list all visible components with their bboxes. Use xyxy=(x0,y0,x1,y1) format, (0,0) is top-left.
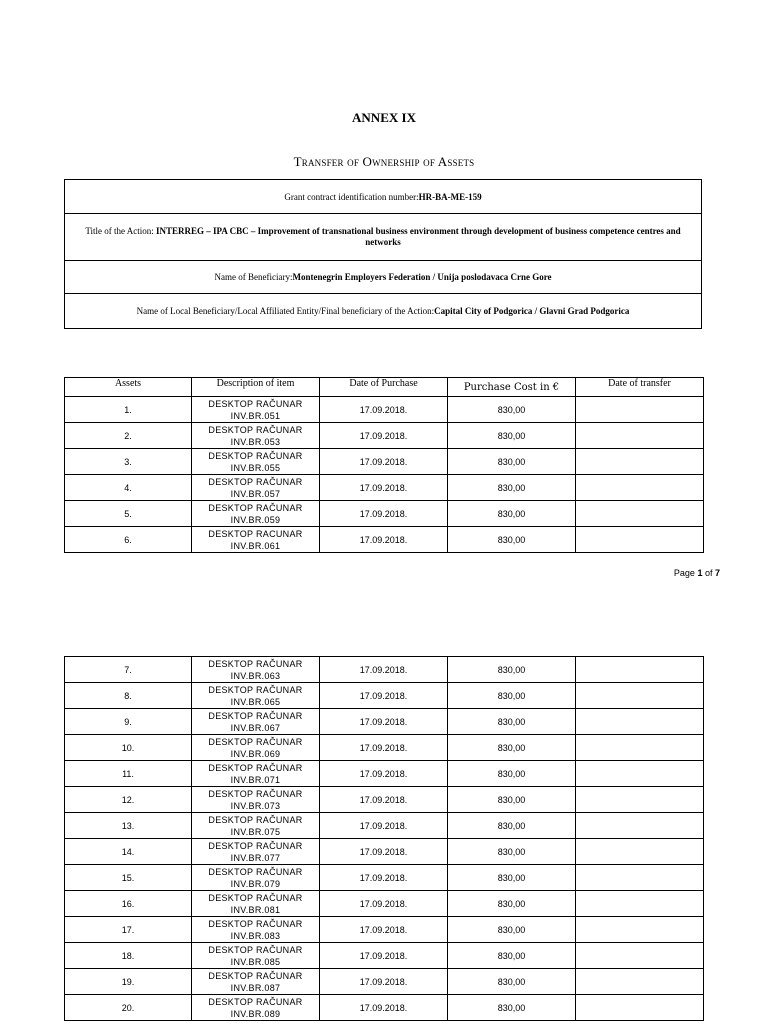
item-description-name: DESKTOP RAČUNAR xyxy=(208,814,303,825)
purchase-cost: 830,00 xyxy=(448,813,576,839)
table-row xyxy=(65,449,704,475)
transfer-date xyxy=(576,735,704,761)
purchase-date: 17.09.2018. xyxy=(320,995,448,1021)
asset-number: 7. xyxy=(65,657,192,683)
transfer-date xyxy=(576,813,704,839)
page-word: Page xyxy=(673,568,698,578)
purchase-date: 17.09.2018. xyxy=(320,839,448,865)
header-date-of-purchase: Date of Purchase xyxy=(320,378,448,397)
purchase-cost: 830,00 xyxy=(448,735,576,761)
transfer-date xyxy=(576,839,704,865)
purchase-cost: 830,00 xyxy=(448,397,576,423)
item-inventory-number: INV.BR.063 xyxy=(230,670,281,681)
table-row xyxy=(65,527,704,553)
item-description xyxy=(192,709,320,735)
item-description xyxy=(192,735,320,761)
item-description xyxy=(192,475,320,501)
item-description-name: DESKTOP RAČUNAR xyxy=(208,762,303,773)
item-inventory-number: INV.BR.061 xyxy=(230,540,281,551)
asset-number: 6. xyxy=(65,527,192,553)
purchase-date: 17.09.2018. xyxy=(320,527,448,553)
transfer-date xyxy=(576,397,704,423)
transfer-date xyxy=(576,943,704,969)
purchase-date: 17.09.2018. xyxy=(320,397,448,423)
purchase-cost: 830,00 xyxy=(448,423,576,449)
item-inventory-number: INV.BR.083 xyxy=(230,930,281,941)
item-inventory-number: INV.BR.065 xyxy=(230,696,281,707)
item-description xyxy=(192,891,320,917)
asset-number: 2. xyxy=(65,423,192,449)
item-description-name: DESKTOP RAČUNAR xyxy=(208,476,303,487)
page-number xyxy=(674,568,720,578)
table-row xyxy=(65,475,704,501)
item-description-name: DESKTOP RAČUNAR xyxy=(208,970,303,981)
table-row xyxy=(65,865,704,891)
local-beneficiary-row xyxy=(65,294,701,328)
table-row xyxy=(65,761,704,787)
transfer-date xyxy=(576,449,704,475)
item-description xyxy=(192,449,320,475)
action-value: INTERREG – IPA CBC – Improvement of transnational business environment through development of business competence centres and networks xyxy=(155,226,681,247)
transfer-date xyxy=(576,891,704,917)
purchase-date: 17.09.2018. xyxy=(320,683,448,709)
item-description xyxy=(192,683,320,709)
local-beneficiary-label: Name of Local Beneficiary/Local Affiliated Entity/Final beneficiary of the Action: xyxy=(136,306,435,316)
asset-number: 16. xyxy=(65,891,192,917)
item-inventory-number: INV.BR.081 xyxy=(230,904,281,915)
transfer-date xyxy=(576,501,704,527)
asset-number: 1. xyxy=(65,397,192,423)
purchase-date: 17.09.2018. xyxy=(320,813,448,839)
transfer-date xyxy=(576,527,704,553)
item-description xyxy=(192,501,320,527)
transfer-date xyxy=(576,709,704,735)
item-inventory-number: INV.BR.055 xyxy=(230,462,281,473)
item-inventory-number: INV.BR.085 xyxy=(230,956,281,967)
header-date-of-transfer: Date of transfer xyxy=(576,378,704,397)
item-inventory-number: INV.BR.067 xyxy=(230,722,281,733)
item-description xyxy=(192,917,320,943)
item-description-name: DESKTOP RAČUNAR xyxy=(208,788,303,799)
item-inventory-number: INV.BR.073 xyxy=(230,800,281,811)
table-row xyxy=(65,839,704,865)
asset-number: 8. xyxy=(65,683,192,709)
assets-table-page-2 xyxy=(64,656,704,1021)
transfer-date xyxy=(576,657,704,683)
item-inventory-number: INV.BR.087 xyxy=(230,982,281,993)
table-row xyxy=(65,709,704,735)
item-inventory-number: INV.BR.075 xyxy=(230,826,281,837)
purchase-cost: 830,00 xyxy=(448,839,576,865)
grant-row xyxy=(65,180,701,214)
transfer-date xyxy=(576,683,704,709)
beneficiary-label: Name of Beneficiary: xyxy=(214,272,293,282)
purchase-date: 17.09.2018. xyxy=(320,969,448,995)
table-row xyxy=(65,917,704,943)
table-row xyxy=(65,683,704,709)
table-body-page-1 xyxy=(65,397,704,553)
grant-value: HR-BA-ME-159 xyxy=(418,191,482,202)
item-description-name: DESKTOP RAČUNAR xyxy=(208,398,303,409)
table-row xyxy=(65,891,704,917)
asset-number: 14. xyxy=(65,839,192,865)
item-inventory-number: INV.BR.051 xyxy=(230,410,281,421)
item-description-name: DESKTOP RAČUNAR xyxy=(208,944,303,955)
local-beneficiary-value: Capital City of Podgorica / Glavni Grad Podgorica xyxy=(434,306,630,316)
purchase-cost: 830,00 xyxy=(448,865,576,891)
purchase-date: 17.09.2018. xyxy=(320,423,448,449)
item-description-name: DESKTOP RAČUNAR xyxy=(208,866,303,877)
transfer-date xyxy=(576,475,704,501)
table-row xyxy=(65,995,704,1021)
item-description-name: DESKTOP RAČUNAR xyxy=(208,424,303,435)
item-description xyxy=(192,813,320,839)
table-row xyxy=(65,969,704,995)
item-description-name: DESKTOP RAČUNAR xyxy=(208,450,303,461)
transfer-date xyxy=(576,865,704,891)
item-inventory-number: INV.BR.071 xyxy=(230,774,281,785)
asset-number: 4. xyxy=(65,475,192,501)
item-inventory-number: INV.BR.059 xyxy=(230,514,281,525)
table-row xyxy=(65,657,704,683)
asset-number: 13. xyxy=(65,813,192,839)
table-header-row xyxy=(65,378,704,397)
page-current: 1 xyxy=(697,568,703,578)
table-row xyxy=(65,787,704,813)
purchase-date: 17.09.2018. xyxy=(320,761,448,787)
item-description xyxy=(192,527,320,553)
item-description xyxy=(192,943,320,969)
item-inventory-number: INV.BR.079 xyxy=(230,878,281,889)
item-inventory-number: INV.BR.089 xyxy=(230,1008,281,1019)
table-row xyxy=(65,813,704,839)
grant-label: Grant contract identification number: xyxy=(284,191,419,202)
purchase-cost: 830,00 xyxy=(448,501,576,527)
document-title: Transfer of Ownership of Assets xyxy=(293,154,475,169)
item-description xyxy=(192,423,320,449)
purchase-date: 17.09.2018. xyxy=(320,917,448,943)
purchase-cost: 830,00 xyxy=(448,969,576,995)
header-purchase-cost: Purchase Cost in € xyxy=(448,378,576,397)
action-label: Title of the Action: xyxy=(85,226,156,236)
purchase-cost: 830,00 xyxy=(448,917,576,943)
purchase-cost: 830,00 xyxy=(448,657,576,683)
purchase-date: 17.09.2018. xyxy=(320,891,448,917)
item-description-name: DESKTOP RAČUNAR xyxy=(208,658,303,669)
purchase-date: 17.09.2018. xyxy=(320,501,448,527)
purchase-cost: 830,00 xyxy=(448,527,576,553)
table-row xyxy=(65,501,704,527)
item-inventory-number: INV.BR.077 xyxy=(230,852,281,863)
table-row xyxy=(65,423,704,449)
purchase-date: 17.09.2018. xyxy=(320,449,448,475)
asset-number: 11. xyxy=(65,761,192,787)
asset-number: 3. xyxy=(65,449,192,475)
item-inventory-number: INV.BR.069 xyxy=(230,748,281,759)
item-inventory-number: INV.BR.057 xyxy=(230,488,281,499)
table-body-page-2 xyxy=(65,657,704,1021)
asset-number: 19. xyxy=(65,969,192,995)
beneficiary-value: Montenegrin Employers Federation / Unija poslodavaca Crne Gore xyxy=(292,272,552,282)
purchase-date: 17.09.2018. xyxy=(320,865,448,891)
asset-number: 18. xyxy=(65,943,192,969)
transfer-date xyxy=(576,969,704,995)
table-row xyxy=(65,735,704,761)
transfer-date xyxy=(576,423,704,449)
purchase-cost: 830,00 xyxy=(448,683,576,709)
table-row xyxy=(65,397,704,423)
annex-title: ANNEX IX xyxy=(352,110,416,125)
transfer-date xyxy=(576,787,704,813)
purchase-cost: 830,00 xyxy=(448,475,576,501)
transfer-date xyxy=(576,995,704,1021)
beneficiary-row xyxy=(65,261,701,294)
asset-number: 10. xyxy=(65,735,192,761)
item-description-name: DESKTOP RACUNAR xyxy=(208,528,303,539)
item-description xyxy=(192,865,320,891)
item-description xyxy=(192,969,320,995)
asset-number: 17. xyxy=(65,917,192,943)
item-description-name: DESKTOP RAČUNAR xyxy=(208,502,303,513)
header-assets: Assets xyxy=(65,378,192,397)
item-description xyxy=(192,657,320,683)
header-description: Description of item xyxy=(192,378,320,397)
item-inventory-number: INV.BR.053 xyxy=(230,436,281,447)
item-description-name: DESKTOP RAČUNAR xyxy=(208,918,303,929)
purchase-cost: 830,00 xyxy=(448,891,576,917)
asset-number: 5. xyxy=(65,501,192,527)
purchase-date: 17.09.2018. xyxy=(320,657,448,683)
item-description-name: DESKTOP RAČUNAR xyxy=(208,736,303,747)
purchase-date: 17.09.2018. xyxy=(320,475,448,501)
table-row xyxy=(65,943,704,969)
transfer-date xyxy=(576,761,704,787)
purchase-date: 17.09.2018. xyxy=(320,787,448,813)
item-description-name: DESKTOP RAČUNAR xyxy=(208,996,303,1007)
page-total: 7 xyxy=(714,568,720,578)
purchase-cost: 830,00 xyxy=(448,943,576,969)
info-box xyxy=(64,179,702,329)
assets-table-page-1 xyxy=(64,377,704,553)
purchase-date: 17.09.2018. xyxy=(320,735,448,761)
asset-number: 20. xyxy=(65,995,192,1021)
item-description xyxy=(192,397,320,423)
item-description-name: DESKTOP RAČUNAR xyxy=(208,710,303,721)
item-description xyxy=(192,787,320,813)
purchase-date: 17.09.2018. xyxy=(320,943,448,969)
purchase-cost: 830,00 xyxy=(448,709,576,735)
asset-number: 9. xyxy=(65,709,192,735)
item-description-name: DESKTOP RAČUNAR xyxy=(208,892,303,903)
purchase-cost: 830,00 xyxy=(448,761,576,787)
of-word: of xyxy=(702,568,715,578)
transfer-date xyxy=(576,917,704,943)
purchase-cost: 830,00 xyxy=(448,995,576,1021)
item-description xyxy=(192,761,320,787)
asset-number: 12. xyxy=(65,787,192,813)
purchase-cost: 830,00 xyxy=(448,449,576,475)
item-description xyxy=(192,839,320,865)
item-description-name: DESKTOP RAČUNAR xyxy=(208,684,303,695)
item-description xyxy=(192,995,320,1021)
item-description-name: DESKTOP RAČUNAR xyxy=(208,840,303,851)
action-row xyxy=(65,214,701,261)
purchase-cost: 830,00 xyxy=(448,787,576,813)
purchase-date: 17.09.2018. xyxy=(320,709,448,735)
asset-number: 15. xyxy=(65,865,192,891)
